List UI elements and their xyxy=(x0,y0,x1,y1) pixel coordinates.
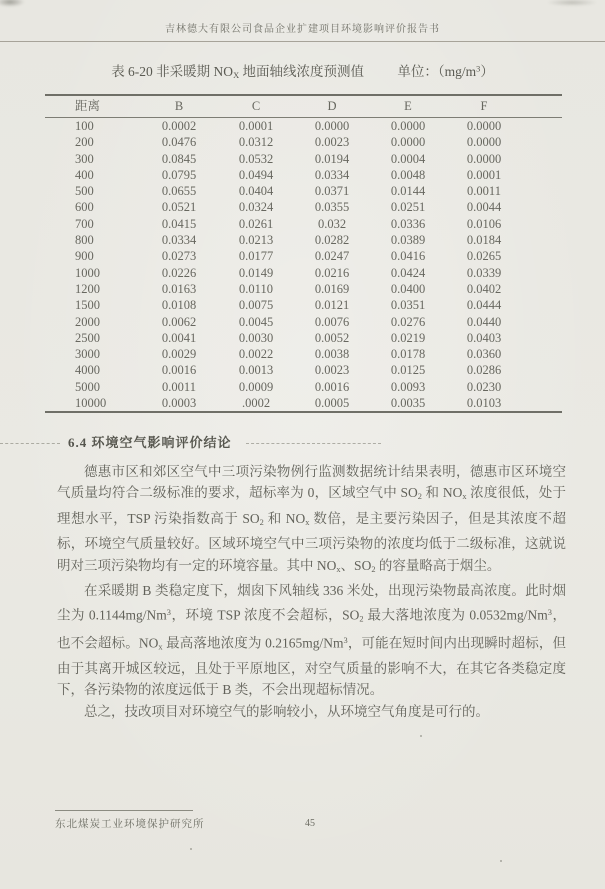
cell-value: 0.0009 xyxy=(238,379,274,394)
cell-value: 0.0000 xyxy=(466,119,502,133)
cell-value: 0.0440 xyxy=(466,314,502,329)
cell-value: 0.0261 xyxy=(238,216,274,231)
cell-value: 0.0044 xyxy=(466,200,502,215)
table-row xyxy=(45,118,562,135)
footer-organization: 东北煤炭工业环境保护研究所 xyxy=(55,819,205,830)
cell-value: 0.0106 xyxy=(466,216,502,231)
cell-value: 0.0213 xyxy=(238,233,274,248)
cell-value: 0.0005 xyxy=(314,396,350,411)
cell-value: 0.0000 xyxy=(314,119,350,133)
cell-value: 0.0402 xyxy=(466,281,502,296)
cell-value: 0.0038 xyxy=(314,347,350,362)
cell-value: 0.0052 xyxy=(314,330,350,345)
table-row xyxy=(45,183,562,199)
paragraph-max-concentration: 在采暖期 B 类稳定度下，烟囱下风轴线 336 米处，出现污染物最高浓度。此时烟尘为 0.1144mg/Nm$^3$，环境 TSP 浓度不会超标，$SO_2$ 最大落地浓度为 0.0532mg/Nm$^3$，也不会超标。$NO_x$ 最高落地浓度为 0.2165mg/Nm$^3$，可能在短时间内出现瞬时超标，但由于其离开城区较远，且处于平原地区，对空气质量的影响不大，在其它各类稳定度下，各污染物的浓度远低于 B 类，不会出现超标情况。 xyxy=(57,583,567,698)
cell-distance: 1500 xyxy=(75,298,100,313)
column-header-distance: 距离 xyxy=(45,95,140,118)
cell-distance: 1000 xyxy=(75,265,100,280)
table-row xyxy=(45,151,562,167)
cell-value: 0.0000 xyxy=(390,135,426,150)
cell-value: 0.0845 xyxy=(161,151,197,166)
cell-distance: 800 xyxy=(75,233,94,248)
cell-value: 0.0360 xyxy=(466,347,502,362)
cell-value: 0.0216 xyxy=(314,265,350,280)
cell-value: 0.0062 xyxy=(161,314,197,329)
table-row xyxy=(45,346,562,362)
table-row xyxy=(45,395,562,412)
cell-distance: 4000 xyxy=(75,363,100,378)
table-row xyxy=(45,297,562,313)
table-row xyxy=(45,248,562,264)
cell-value: 0.0389 xyxy=(390,233,426,248)
concentration-table xyxy=(45,94,562,413)
cell-value: 0.0177 xyxy=(238,249,274,264)
cell-value: 0.0016 xyxy=(161,363,197,378)
cell-value: 0.0184 xyxy=(466,233,502,248)
section-heading: 6.4 环境空气影响评价结论 xyxy=(68,435,232,450)
header-rule xyxy=(0,41,605,42)
table-caption xyxy=(0,60,605,80)
table-row xyxy=(45,265,562,281)
cell-value: 0.0400 xyxy=(390,281,426,296)
cell-value: 0.0004 xyxy=(390,151,426,166)
cell-value: 0.0494 xyxy=(238,167,274,182)
table-row xyxy=(45,199,562,215)
paragraph-air-quality-status: 德惠市区和郊区空气中三项污染物例行监测数据统计结果表明，德惠市区环境空气质量均符合二级标准的要求，超标率为 0，区域空气中 $SO_2$ 和 $NO_x$ 浓度很低，处于理想水平，TSP 污染指数高于 $SO_2$ 和 $NO_x$ 数倍，是主要污染因子，但是其浓度不超标，环境空气质量较好。区域环境空气中三项污染物的浓度均低于二级标准，这就说明对三项污染物均有一定的环境容量。其中 $NO_x$、$SO_2$ 的容量略高于烟尘。 xyxy=(57,464,567,574)
cell-value: 0.0163 xyxy=(161,281,197,296)
cell-value: 0.0121 xyxy=(314,298,350,313)
cell-value: 0.0022 xyxy=(238,347,274,362)
cell-value: 0.0045 xyxy=(238,314,274,329)
cell-value: 0.0424 xyxy=(390,265,426,280)
cell-value: 0.0023 xyxy=(314,135,350,150)
table-row xyxy=(45,167,562,183)
cell-value: 0.0655 xyxy=(161,184,197,199)
cell-value: 0.0265 xyxy=(466,249,502,264)
running-header: 吉林德大有限公司食品企业扩建项目环境影响评价报告书 xyxy=(165,24,440,35)
cell-value: 0.0324 xyxy=(238,200,274,215)
cell-value: 0.0110 xyxy=(239,281,273,296)
column-header-d: D xyxy=(294,95,370,118)
column-header-c: C xyxy=(218,95,294,118)
cell-value: 0.0002 xyxy=(161,119,197,133)
cell-value: 0.0075 xyxy=(238,298,274,313)
cell-value: 0.0282 xyxy=(314,233,350,248)
table-caption-unit: 单位：$(mg/m^3)$ xyxy=(397,64,494,79)
cell-value: 0.0103 xyxy=(466,396,502,411)
scan-dash-line xyxy=(246,443,381,444)
table-row xyxy=(45,232,562,248)
cell-value: 0.0351 xyxy=(390,298,426,313)
cell-value: 0.0444 xyxy=(466,298,502,313)
cell-distance: 300 xyxy=(75,151,94,166)
cell-value: 0.0476 xyxy=(161,135,197,150)
cell-distance: 2500 xyxy=(75,330,100,345)
cell-distance: 400 xyxy=(75,167,94,182)
cell-value: 0.0521 xyxy=(161,200,197,215)
cell-value: 0.0355 xyxy=(314,200,350,215)
cell-distance: 600 xyxy=(75,200,94,215)
cell-value: 0.0532 xyxy=(238,151,274,166)
cell-value: 0.0276 xyxy=(390,314,426,329)
footer-rule xyxy=(55,810,193,811)
cell-value: 0.0030 xyxy=(238,330,274,345)
cell-value: 0.0144 xyxy=(390,184,426,199)
cell-value: 0.0000 xyxy=(390,119,426,133)
cell-value: 0.0149 xyxy=(238,265,274,280)
cell-value: 0.0339 xyxy=(466,265,502,280)
cell-value: 0.0404 xyxy=(238,184,274,199)
cell-distance: 2000 xyxy=(75,314,100,329)
column-header-b: B xyxy=(140,95,218,118)
scan-smudge-top-left xyxy=(0,0,25,7)
column-header-f: F xyxy=(446,95,562,118)
cell-value: 0.0312 xyxy=(238,135,274,150)
scan-dash-line xyxy=(0,443,60,444)
cell-value: 0.0403 xyxy=(466,330,502,345)
cell-value: 0.0194 xyxy=(314,151,350,166)
cell-distance: 3000 xyxy=(75,347,100,362)
table-row xyxy=(45,281,562,297)
cell-value: 0.0011 xyxy=(467,184,501,199)
scan-speck xyxy=(420,735,422,737)
cell-value: 0.0035 xyxy=(390,396,426,411)
cell-value: 0.0023 xyxy=(314,363,350,378)
cell-value: 0.0169 xyxy=(314,281,350,296)
table-row xyxy=(45,330,562,346)
cell-value: 0.0125 xyxy=(390,363,426,378)
cell-value: 0.0093 xyxy=(390,379,426,394)
cell-value: 0.0013 xyxy=(238,363,274,378)
conclusion-text xyxy=(57,461,566,722)
cell-value: 0.0334 xyxy=(314,167,350,182)
cell-value: 0.0000 xyxy=(466,151,502,166)
cell-distance: 100 xyxy=(75,119,94,133)
cell-value: 0.0336 xyxy=(390,216,426,231)
cell-value: 0.0415 xyxy=(161,216,197,231)
table-row xyxy=(45,216,562,232)
table-row xyxy=(45,134,562,150)
cell-distance: 5000 xyxy=(75,379,100,394)
scan-speck xyxy=(190,848,192,850)
cell-value: 0.0247 xyxy=(314,249,350,264)
cell-value: .0002 xyxy=(241,396,271,411)
scan-smudge-top-right xyxy=(548,0,596,6)
cell-value: 0.0108 xyxy=(161,298,197,313)
cell-value: 0.0048 xyxy=(390,167,426,182)
cell-value: 0.0076 xyxy=(314,314,350,329)
cell-value: 0.0003 xyxy=(161,396,197,411)
cell-value: 0.0251 xyxy=(390,200,426,215)
cell-value: 0.0041 xyxy=(161,330,197,345)
cell-distance: 200 xyxy=(75,135,94,150)
cell-value: 0.0230 xyxy=(466,379,502,394)
table-header-row xyxy=(45,95,562,118)
cell-value: 0.0416 xyxy=(390,249,426,264)
scan-speck xyxy=(500,860,502,862)
cell-value: 0.0273 xyxy=(161,249,197,264)
page-number: 45 xyxy=(305,818,315,829)
cell-value: 0.0001 xyxy=(238,119,274,133)
table-caption-title: 表 6-20 非采暖期 $NO_X$ 地面轴线浓度预测值 xyxy=(111,64,364,81)
cell-value: 0.0178 xyxy=(390,347,426,362)
cell-value: 0.0371 xyxy=(314,184,350,199)
paragraph-summary: 总之，技改项目对环境空气的影响较小，从环境空气角度是可行的。 xyxy=(84,703,489,719)
table-row xyxy=(45,362,562,378)
cell-value: 0.0226 xyxy=(161,265,197,280)
cell-value: 0.0016 xyxy=(314,379,350,394)
cell-distance: 500 xyxy=(75,184,94,199)
table-row xyxy=(45,379,562,395)
cell-value: 0.0286 xyxy=(466,363,502,378)
cell-value: 0.0795 xyxy=(161,167,197,182)
cell-distance: 10000 xyxy=(75,396,107,411)
cell-value: 0.0011 xyxy=(162,379,196,394)
cell-value: 0.0029 xyxy=(161,347,197,362)
cell-distance: 900 xyxy=(75,249,94,264)
cell-value: 0.0000 xyxy=(466,135,502,150)
column-header-e: E xyxy=(370,95,446,118)
cell-value: 0.0334 xyxy=(161,233,197,248)
cell-distance: 700 xyxy=(75,216,94,231)
cell-value: 0.0219 xyxy=(390,330,426,345)
cell-value: 0.032 xyxy=(317,216,347,231)
cell-value: 0.0001 xyxy=(466,167,502,182)
table-row xyxy=(45,314,562,330)
cell-distance: 1200 xyxy=(75,281,100,296)
